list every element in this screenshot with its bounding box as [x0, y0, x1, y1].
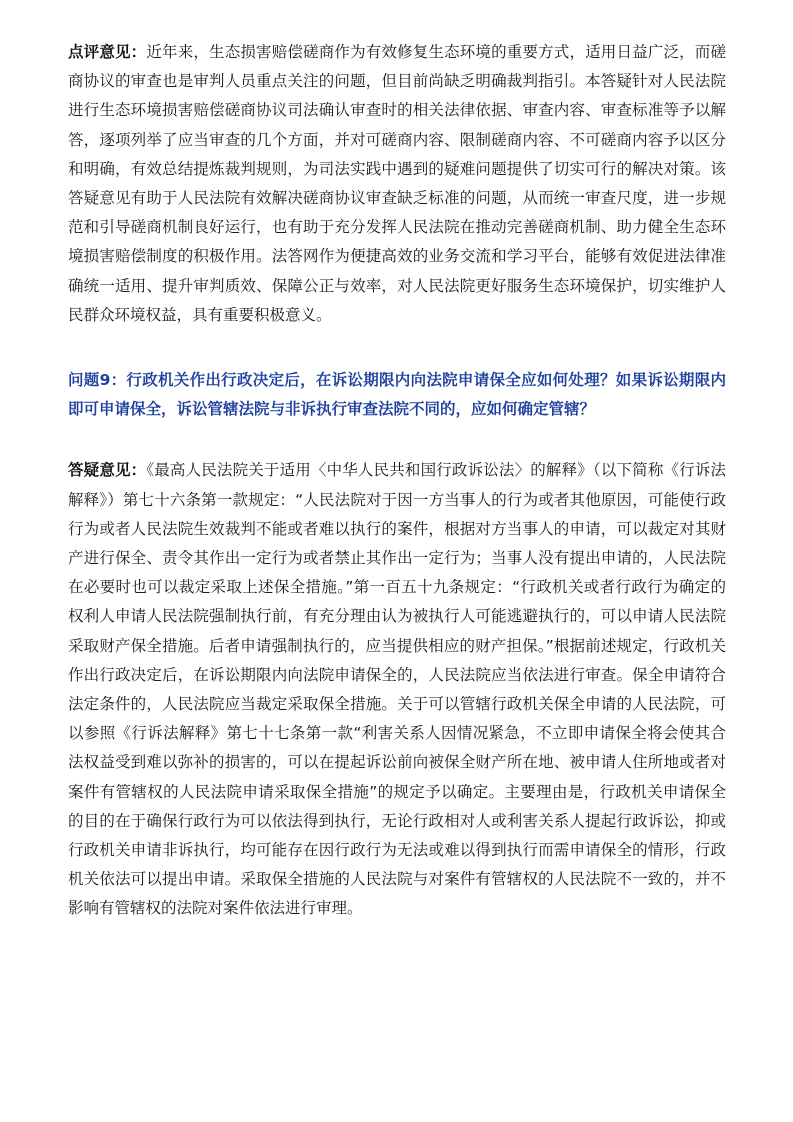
question-heading: 问题9：行政机关作出行政决定后，在诉讼期限内向法院申请保全应如何处理？如果诉讼期限内即可申请保全，诉讼管辖法院与非诉执行审查法院不同的，应如何确定管辖？ [68, 371, 726, 419]
answer-paragraph [68, 456, 726, 923]
answer-text: 《最高人民法院关于适用〈中华人民共和国行政诉讼法〉的解释》（以下简称《行诉法解释》）第七十六条第一款规定：“人民法院对于因一方当事人的行为或者其他原因，可能使行政行为或者人民法院生效裁判不能或者难以执行的案件，根据对方当事人的申请，可以裁定对其财产进行保全、责令其作出一定行为或者禁止其作出一定行为；当事人没有提出申请的，人民法院在必要时也可以裁定采取上述保全措施。”第一百五十九条规定：“行政机关或者行政行为确定的权利人申请人民法院强制执行前，有充分理由认为被执行人可能逃避执行的，可以申请人民法院采取财产保全措施。后者申请强制执行的，应当提供相应的财产担保。”根据前述规定，行政机关作出行政决定后，在诉讼期限内向法院申请保全的，人民法院应当依法进行审查。保全申请符合法定条件的，人民法院应当裁定采取保全措施。关于可以管辖行政机关保全申请的人民法院，可以参照《行诉法解释》第七十七条第一款“利害关系人因情况紧急，不立即申请保全将会使其合法权益受到难以弥补的损害的，可以在提起诉讼前向被保全财产所在地、被申请人住所地或者对案件有管辖权的人民法院申请采取保全措施”的规定予以确定。主要理由是，行政机关申请保全的目的在于确保行政行为可以依法得到执行，无论行政相对人或利害关系人提起行政诉讼，抑或行政机关申请非诉执行，均可能存在因行政行为无法或难以得到执行而需申请保全的情形，行政机关依法可以提出申请。采取保全措施的人民法院与对案件有管辖权的人民法院不一致的，并不影响有管辖权的法院对案件依法进行审理。 [68, 461, 726, 918]
answer-label: 答疑意见： [68, 461, 147, 480]
comment-text: 近年来，生态损害赔偿磋商作为有效修复生态环境的重要方式，适用日益广泛，而磋商协议的审查也是审判人员重点关注的问题，但目前尚缺乏明确裁判指引。本答疑针对人民法院进行生态环境损害赔偿磋商协议司法确认审查时的相关法律依据、审查内容、审查标准等予以解答，逐项列举了应当审查的几个方面，并对可磋商内容、限制磋商内容、不可磋商内容予以区分和明确，有效总结提炼裁判规则，为司法实践中遇到的疑难问题提供了切实可行的解决对策。该答疑意见有助于人民法院有效解决磋商协议审查缺乏标准的问题，从而统一审查尺度，进一步规范和引导磋商机制良好运行，也有助于充分发挥人民法院在推动完善磋商机制、助力健全生态环境损害赔偿制度的积极作用。法答网作为便捷高效的业务交流和学习平台，能够有效促进法律准确统一适用、提升审判质效、保障公正与效率，对人民法院更好服务生态环境保护，切实维护人民群众环境权益，具有重要积极意义。 [68, 43, 726, 324]
document-page [68, 38, 726, 924]
comment-label: 点评意见： [68, 43, 147, 61]
comment-paragraph [68, 38, 726, 330]
